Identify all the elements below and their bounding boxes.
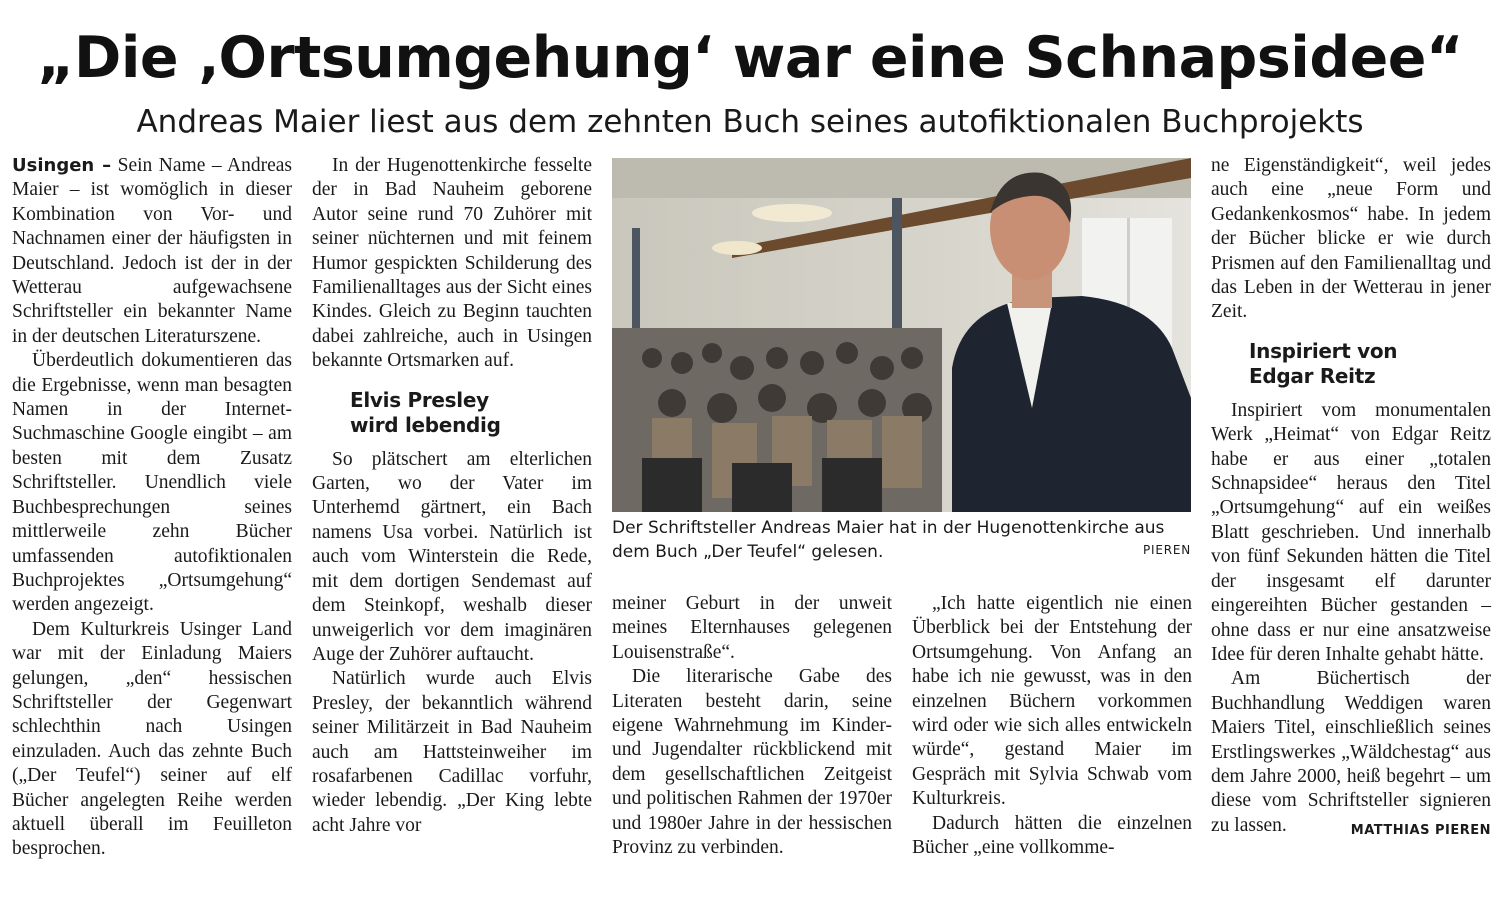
caption-text: Der Schriftsteller Andreas Maier hat in der Hugenottenkirche aus dem Buch „Der Teufel“ gelesen.: [612, 518, 1165, 562]
paragraph: Dem Kulturkreis Usinger Land war mit der Einladung Maiers gelungen, „den“ hessischen Schriftsteller der Gegenwart schlechthin nach Usingen einzuladen. Auch das zehnte Buch („Der Teufel“) seiner auf elf Bücher angelegten Reihe werden aktuell überall im Feuilleton besprochen.: [12, 618, 292, 860]
article-photo: [612, 158, 1191, 512]
paragraph: meiner Geburt in der unweit meines Elternhauses gelegenen Louisenstraße“.: [612, 593, 892, 663]
headline: „Die ‚Ortsumgehung‘ war eine Schnapsidee“: [37, 25, 1463, 91]
subhead-line: Edgar Reitz: [1249, 363, 1376, 388]
article-column-3: [612, 592, 892, 860]
paragraph: Natürlich wurde auch Elvis Presley, der bekanntlich während seiner Militärzeit in Bad Nauheim auch am Hattsteinweiher im rosafarbenen Cadillac vorfuhr, wieder lebendig. „Der King lebte acht Jahre vor: [312, 668, 592, 836]
paragraph: ne Eigenständigkeit“, weil jedes auch eine „neue Form und Gedankenkosmos“ habe. In jedem der Bücher blicke er wie durch Prismen auf den Familienalltag und das Leben in der Wetterau in jener Zeit.: [1211, 155, 1491, 323]
subhead-line: Inspiriert von: [1249, 338, 1398, 363]
subhead-line: wird lebendig: [350, 412, 501, 437]
paragraph: In der Hugenottenkirche fesselte der in Bad Nauheim geborene Autor seine rund 70 Zuhörer mit seiner nüchternen und mit feinem Humor gespickten Schilderung des Familienalltages aus der Sicht eines Kindes. Gleich zu Beginn tauchten dabei zahlreiche, auch in Usingen bekannte Ortsmarken auf.: [312, 155, 592, 372]
paragraph: „Ich hatte eigentlich nie einen Überblick bei der Entstehung der Ortsumgehung. Von Anfang an habe ich nie gewusst, was in den einzelnen Büchern vorkommen wird oder wie sich alles entwickeln würde“, gestand Maier im Gespräch mit Sylvia Schwab vom Kulturkreis.: [912, 593, 1192, 810]
paragraph-text: Am Büchertisch der Buchhandlung Weddigen waren Maiers Titel, einschließlich seines Erstlingswerkes „Wäldchestag“ aus dem Jahre 2000, heiß begehrt – um diese vom Schriftsteller signieren zu lassen.: [1211, 668, 1491, 836]
article-column-4: [912, 592, 1192, 860]
paragraph: [1211, 667, 1491, 838]
dateline: Usingen –: [12, 155, 112, 176]
article-column-2: [312, 154, 592, 838]
paragraph: So plätschert am elterlichen Garten, wo der Vater im Unterhemd gärtnert, ein Bach namens Usa vorbei. Natürlich ist auch vom Winterstein die Rede, mit dem dortigen Sendemast auf dem Steinkopf, weshalb dieser unweigerlich vor dem imaginären Auge der Zuhörer auftaucht.: [312, 448, 592, 665]
subheadline: Andreas Maier liest aus dem zehnten Buch seines autofiktionalen Buchprojekts: [136, 104, 1364, 140]
paragraph: Überdeutlich dokumentieren das die Ergebnisse, wenn man besagten Namen in der Internet-Suchmaschine Google eingibt – am besten mit dem Zusatz Schriftsteller. Unendlich viele Buchbesprechungen seines mittlerweile zehn Bücher umfassenden autofiktionalen Buchprojektes „Ortsumgehung“ werden angezeigt.: [12, 350, 292, 616]
photo-illustration: [612, 158, 1191, 512]
paragraph-text: Sein Name – Andreas Maier – ist womöglich in dieser Kombination von Vor- und Nachnamen einer der häufigsten in Deutschland. Jedoch ist der in der Wetterau aufgewachsene Schriftsteller ein bekannter Name in der deutschen Literaturszene.: [12, 155, 292, 347]
paragraph: Inspiriert vom monumentalen Werk „Heimat“ von Edgar Reitz habe er aus einer „totalen Schnapsidee“ heraus den Titel „Ortsumgehung“ auf ein weißes Blatt geschrieben. Und innerhalb von fünf Sekunden hätten die Titel der insgesamt elf darunter eingereihten Bücher gestanden – ohne dass er nur eine ansatzweise Idee für deren Inhalte gehabt hätte.: [1211, 399, 1491, 665]
article-column-5: [1211, 154, 1491, 843]
article-column-1: [12, 154, 292, 862]
paragraph: Die literarische Gabe des Literaten besteht darin, seine eigene Wahrnehmung im Kinder- und Jugendalter rückblickend mit dem gesellschaftlichen Zeitgeist und politischen Rahmen der 1970er und 1980er Jahre in der hessischen Provinz zu verbinden.: [612, 666, 892, 859]
photo-credit: PIEREN: [1142, 543, 1191, 557]
subhead-line: Elvis Presley: [350, 387, 489, 412]
paragraph: [12, 154, 292, 349]
subhead-elvis: [350, 388, 592, 438]
author-byline: MATTHIAS PIEREN: [1350, 822, 1491, 838]
photo-caption: [612, 516, 1191, 564]
paragraph: Dadurch hätten die einzelnen Bücher „eine vollkomme-: [912, 812, 1192, 859]
subhead-reitz: [1249, 339, 1491, 389]
